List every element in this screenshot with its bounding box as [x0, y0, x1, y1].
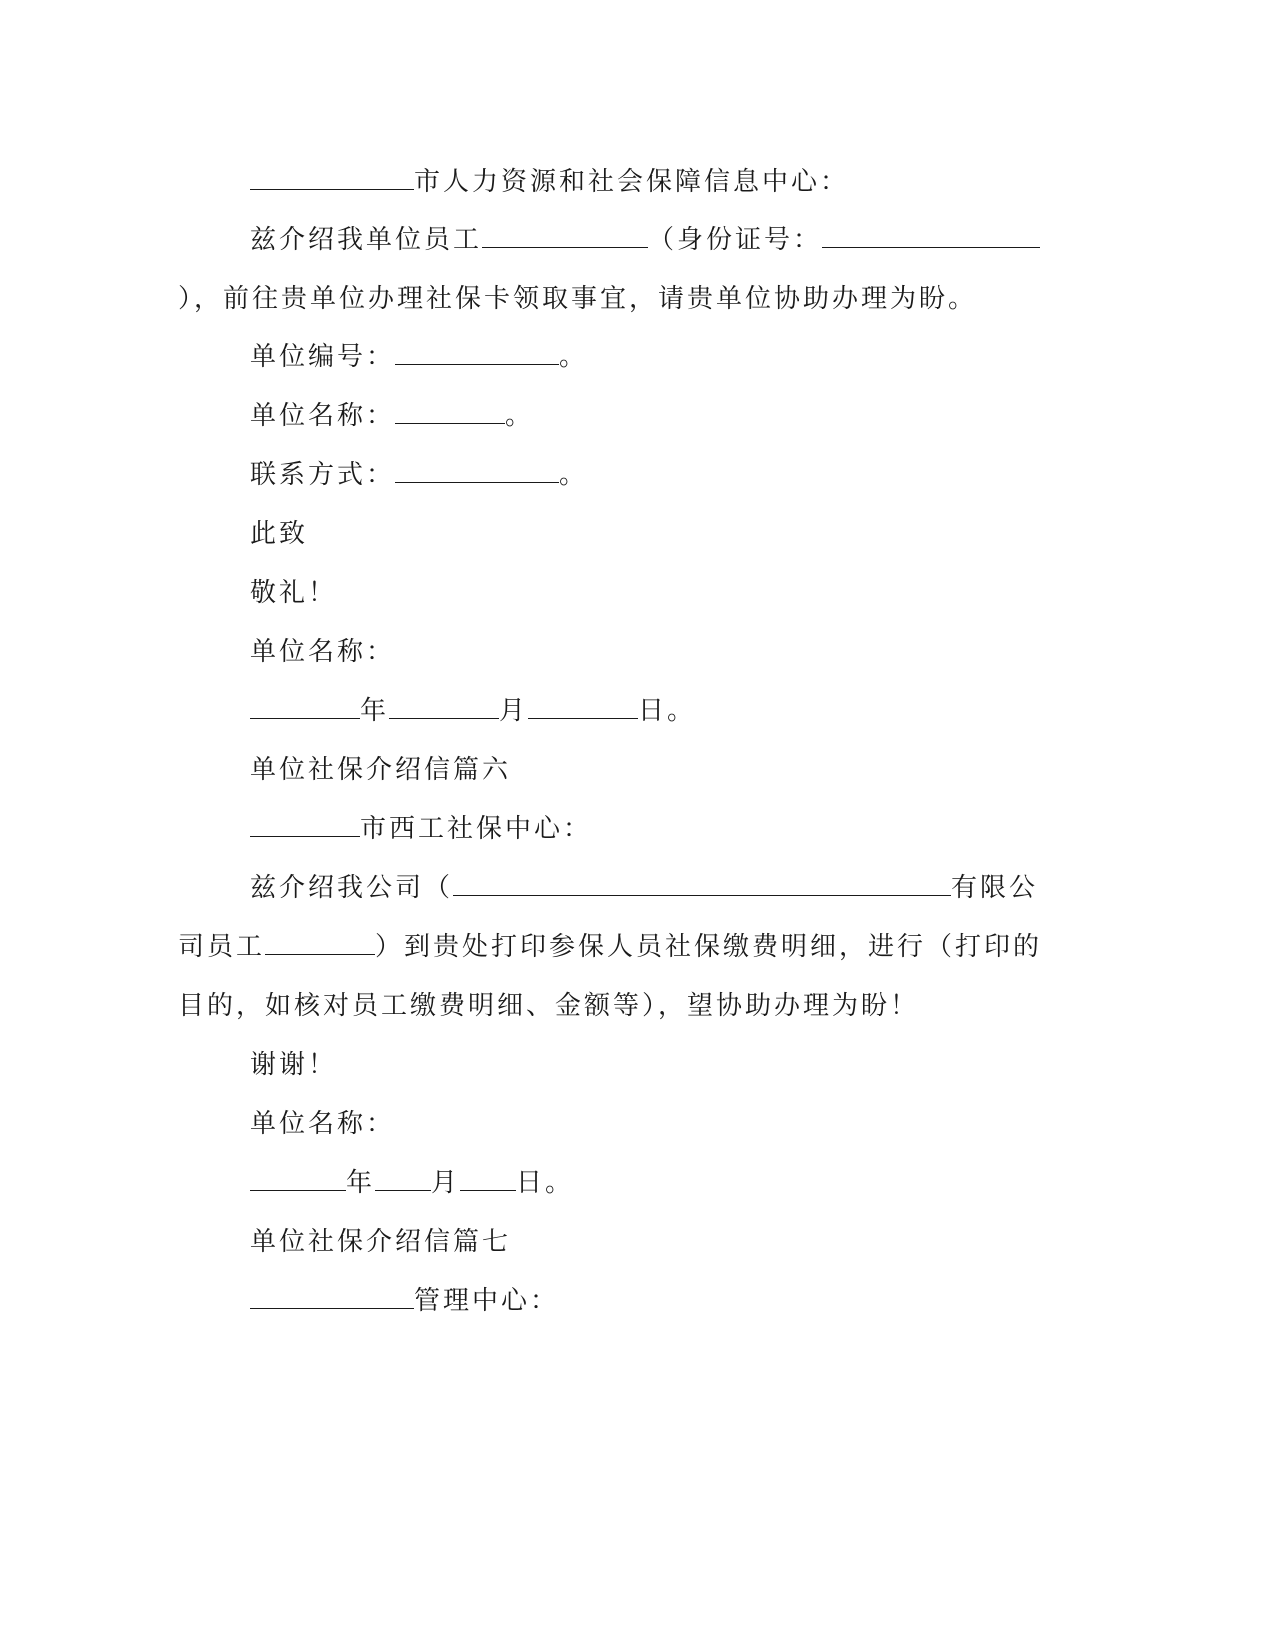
- thanks-line: [250, 1045, 337, 1085]
- section-heading: [250, 1222, 511, 1262]
- addressee-text: 市人力资源和社会保障信息中心：: [414, 167, 850, 197]
- month-label: 月: [431, 1168, 461, 1198]
- intro-continuation: [178, 986, 919, 1026]
- day-label: 日。: [516, 1168, 575, 1198]
- id-label: （身份证号：: [648, 225, 823, 255]
- blank-field: [250, 1284, 414, 1309]
- addressee-line: [250, 162, 849, 202]
- intro-text-cont: 司员工: [178, 932, 266, 962]
- signature-line: [250, 1104, 395, 1144]
- date-line: [250, 691, 696, 731]
- blank-field: [822, 223, 1040, 248]
- period: 。: [559, 342, 589, 372]
- unit-name-label: 单位名称：: [250, 401, 396, 431]
- addressee-text: 市西工社保中心：: [360, 814, 593, 844]
- month-label: 月: [499, 696, 529, 726]
- closing-line-2: [250, 573, 337, 613]
- intro-text-cont: ），前往贵单位办理社保卡领取事宜，请贵单位协助办理为盼。: [178, 284, 978, 314]
- unit-number-label: 单位编号：: [250, 342, 396, 372]
- day-label: 日。: [638, 696, 697, 726]
- section-title: 单位社保介绍信篇六: [250, 755, 512, 785]
- thanks-text: 谢谢！: [250, 1050, 338, 1080]
- section-heading: [250, 750, 511, 790]
- addressee-text: 管理中心：: [414, 1286, 560, 1316]
- closing-text: 此致: [250, 519, 309, 549]
- blank-field: [250, 1166, 346, 1191]
- contact-label: 联系方式：: [250, 460, 396, 490]
- contact-line: [250, 455, 588, 495]
- blank-field: [453, 871, 951, 896]
- period: 。: [559, 460, 589, 490]
- blank-field: [265, 930, 375, 955]
- intro-continuation: [178, 279, 977, 319]
- blank-field: [250, 694, 360, 719]
- blank-field: [482, 223, 648, 248]
- signature-label: 单位名称：: [250, 637, 396, 667]
- signature-line: [250, 632, 395, 672]
- unit-name-line: [250, 396, 534, 436]
- blank-field: [395, 458, 559, 483]
- addressee-line: [250, 809, 592, 849]
- intro-text: 兹介绍我公司（: [250, 873, 454, 903]
- closing-text: 敬礼！: [250, 578, 338, 608]
- addressee-line: [250, 1281, 559, 1321]
- blank-field: [395, 340, 559, 365]
- company-suffix: 有限公: [951, 873, 1039, 903]
- blank-field: [528, 694, 638, 719]
- section-title: 单位社保介绍信篇七: [250, 1227, 512, 1257]
- closing-line-1: [250, 514, 308, 554]
- date-line: [250, 1163, 574, 1203]
- blank-field: [250, 812, 360, 837]
- intro-text-cont: ）到贵处打印参保人员社保缴费明细，进行（打印的: [375, 932, 1043, 962]
- blank-field: [395, 399, 505, 424]
- intro-line: [250, 220, 1040, 260]
- intro-text: 兹介绍我单位员工: [250, 225, 483, 255]
- blank-field: [375, 1166, 431, 1191]
- period: 。: [505, 401, 535, 431]
- year-label: 年: [346, 1168, 376, 1198]
- intro-line: [250, 868, 1038, 908]
- signature-label: 单位名称：: [250, 1109, 396, 1139]
- unit-number-line: [250, 337, 588, 377]
- blank-field: [250, 165, 414, 190]
- intro-continuation: [178, 927, 1042, 967]
- blank-field: [389, 694, 499, 719]
- intro-text-cont: 目的，如核对员工缴费明细、金额等），望协助办理为盼！: [178, 991, 920, 1021]
- year-label: 年: [360, 696, 390, 726]
- blank-field: [460, 1166, 516, 1191]
